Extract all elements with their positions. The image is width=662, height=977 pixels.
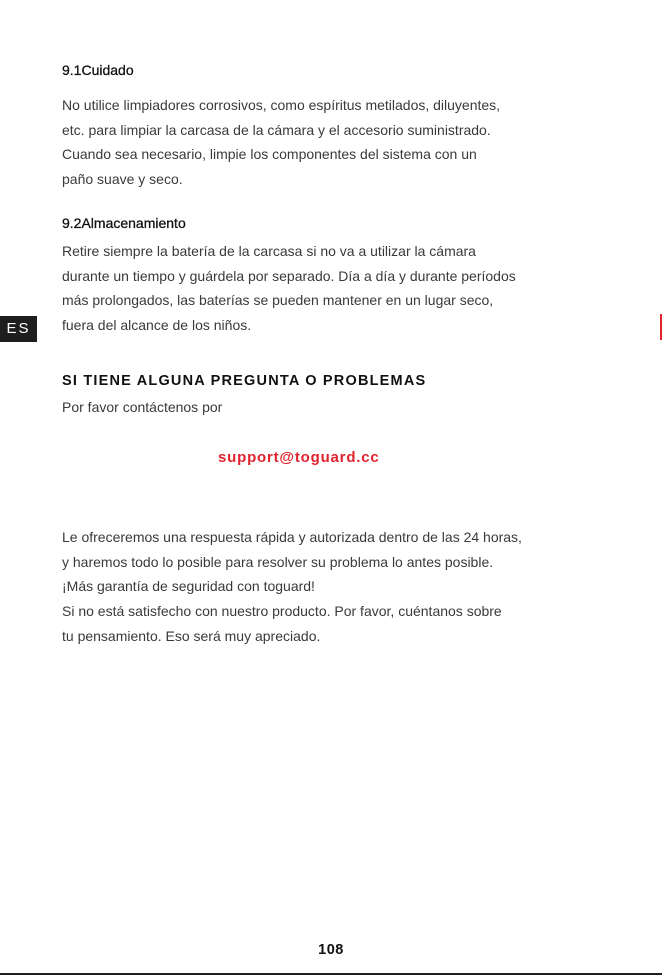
care-heading: 9.1Cuidado [62,62,134,78]
care-paragraph [62,93,637,192]
closing-line: Si no está satisfecho con nuestro producto. Por favor, cuéntanos sobre [62,603,502,620]
storage-line: durante un tiempo y guárdela por separado. Día a día y durante períodos [62,267,516,284]
care-line: paño suave y seco. [62,171,183,188]
support-email-link[interactable]: support@toguard.cc [218,449,380,466]
contact-heading: SI TIENE ALGUNA PREGUNTA O PROBLEMAS [62,373,427,389]
storage-line: más prolongados, las baterías se pueden mantener en un lugar seco, [62,292,494,309]
closing-line: y haremos todo lo posible para resolver su problema lo antes posible. [62,553,494,570]
storage-heading: 9.2Almacenamiento [62,215,186,231]
closing-line: tu pensamiento. Eso será muy apreciado. [62,627,321,644]
storage-line: Retire siempre la batería de la carcasa si no va a utilizar la cámara [62,243,476,259]
care-line: Cuando sea necesario, limpie los componentes del sistema con un [62,146,477,163]
closing-paragraph [62,525,637,649]
storage-paragraph [62,239,637,338]
closing-line: Le ofreceremos una respuesta rápida y autorizada dentro de las 24 horas, [62,529,522,545]
language-tab: ES [0,316,37,342]
contact-intro: Por favor contáctenos por [62,399,223,415]
bottom-rule [0,973,662,975]
storage-line: fuera del alcance de los niños. [62,317,252,334]
page-number: 108 [318,942,344,958]
care-line: No utilice limpiadores corrosivos, como espíritus metilados, diluyentes, [62,97,501,113]
care-line: etc. para limpiar la carcasa de la cámara y el accesorio suministrado. [62,121,491,138]
closing-line: ¡Más garantía de seguridad con toguard! [62,578,315,595]
